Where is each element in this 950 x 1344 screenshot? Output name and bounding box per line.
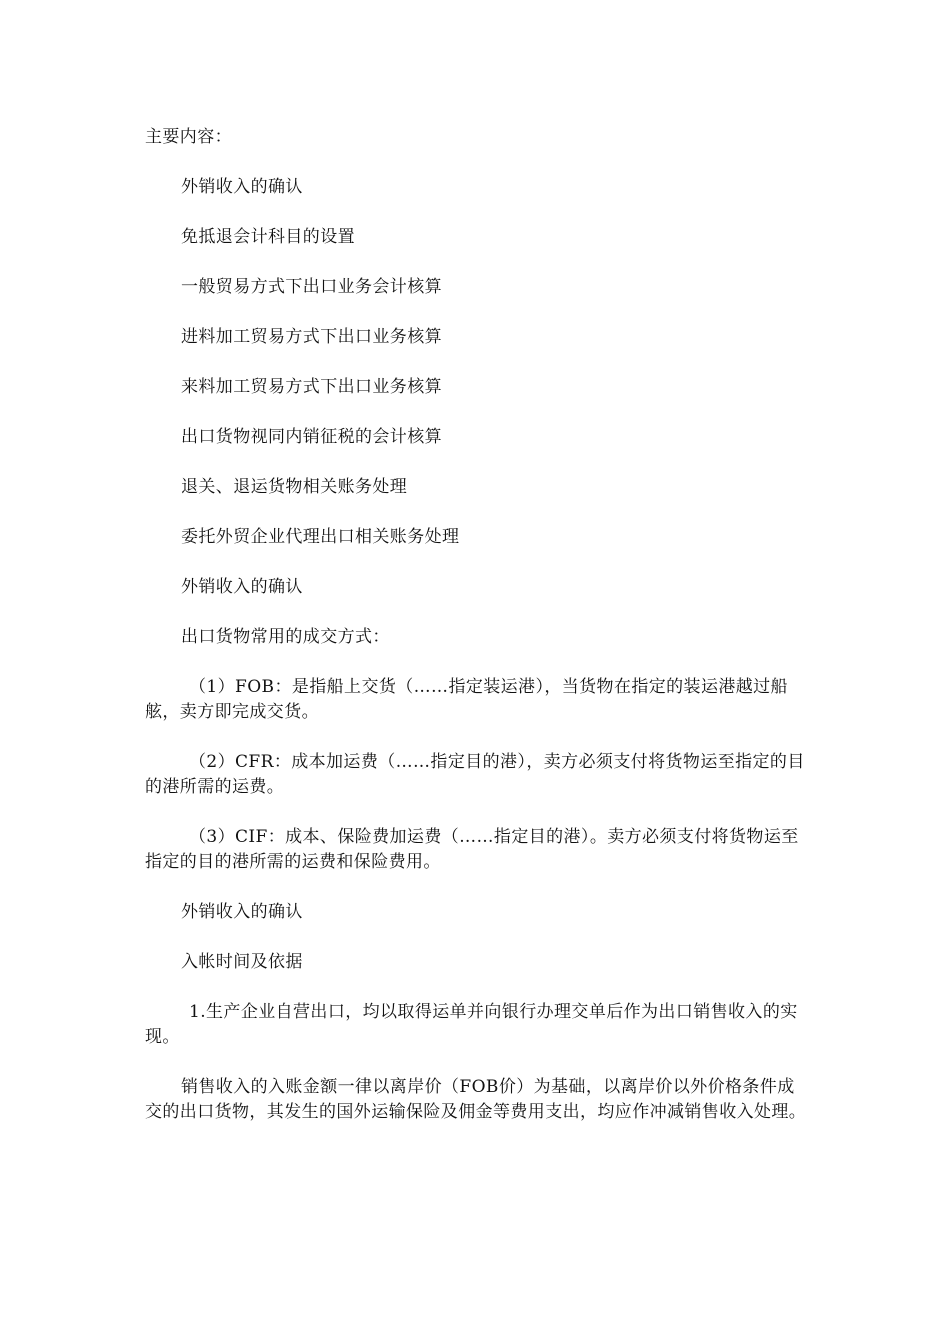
section-heading: 外销收入的确认 <box>181 902 303 922</box>
toc-item: 退关、退运货物相关账务处理 <box>181 477 408 497</box>
body-paragraph: 销售收入的入账金额一律以离岸价（FOB价）为基础，以离岸价以外价格条件成交的出口货物，其发生的国外运输保险及佣金等费用支出，均应作冲减销售收入处理。 <box>145 1077 807 1122</box>
toc-item: 委托外贸企业代理出口相关账务处理 <box>181 527 460 547</box>
spacer <box>145 925 810 950</box>
spacer <box>145 350 810 375</box>
spacer <box>145 450 810 475</box>
body-paragraph: （3）CIF：成本、保险费加运费（……指定目的港）。卖方必须支付将货物运至指定的目的港所需的运费和保险费用。 <box>145 827 799 872</box>
spacer <box>145 300 810 325</box>
toc-item: 来料加工贸易方式下出口业务核算 <box>181 377 442 397</box>
body-paragraph: 出口货物常用的成交方式： <box>181 627 390 647</box>
spacer <box>145 650 810 675</box>
document-body <box>145 125 810 1125</box>
spacer <box>145 500 810 525</box>
toc-item: 免抵退会计科目的设置 <box>181 227 355 247</box>
spacer <box>145 975 810 1000</box>
spacer <box>145 1050 810 1075</box>
spacer <box>145 250 810 275</box>
body-paragraph: （2）CFR：成本加运费（……指定目的港），卖方必须支付将货物运至指定的目的港所需的运费。 <box>145 752 805 797</box>
section-heading: 外销收入的确认 <box>181 577 303 597</box>
heading-main-contents: 主要内容： <box>145 127 232 147</box>
spacer <box>145 150 810 175</box>
sub-heading: 入帐时间及依据 <box>181 952 303 972</box>
spacer <box>145 725 810 750</box>
spacer <box>145 200 810 225</box>
spacer <box>145 875 810 900</box>
spacer <box>145 600 810 625</box>
toc-item: 外销收入的确认 <box>181 177 303 197</box>
body-paragraph: 1.生产企业自营出口，均以取得运单并向银行办理交单后作为出口销售收入的实现。 <box>145 1002 798 1047</box>
toc-item: 进料加工贸易方式下出口业务核算 <box>181 327 442 347</box>
spacer <box>145 400 810 425</box>
spacer <box>145 550 810 575</box>
toc-item: 一般贸易方式下出口业务会计核算 <box>181 277 442 297</box>
spacer <box>145 800 810 825</box>
body-paragraph: （1）FOB：是指船上交货（……指定装运港），当货物在指定的装运港越过船舷，卖方即完成交货。 <box>145 677 788 722</box>
toc-item: 出口货物视同内销征税的会计核算 <box>181 427 442 447</box>
